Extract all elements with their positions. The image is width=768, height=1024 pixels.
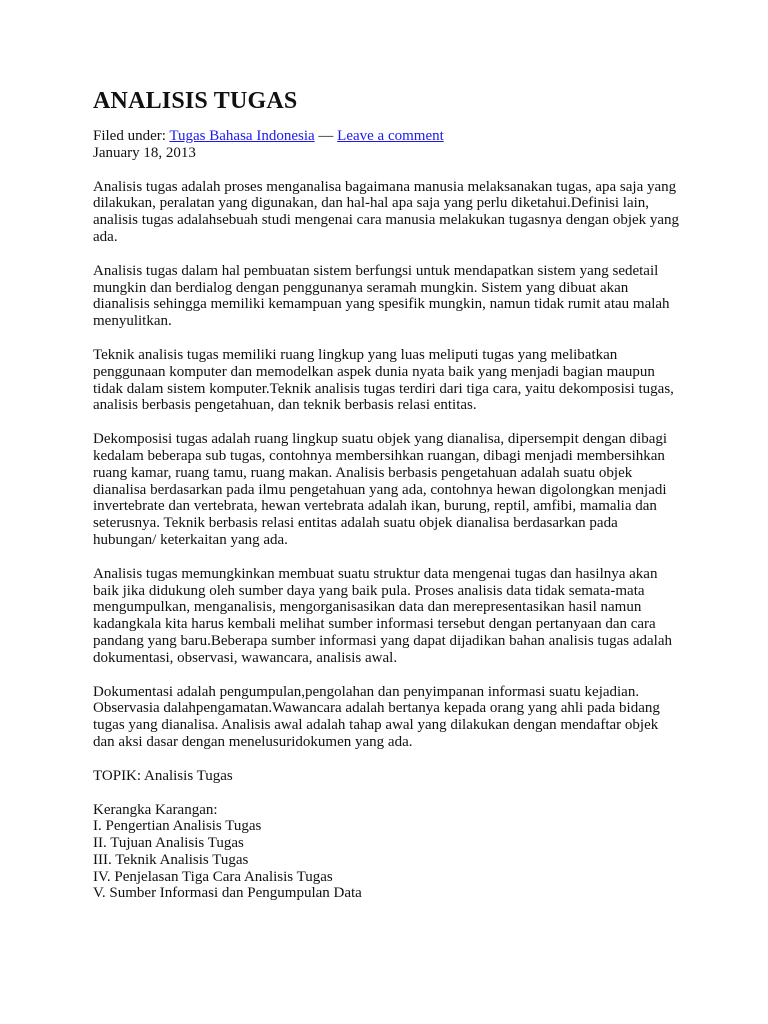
meta-separator: — [314, 128, 338, 144]
outline-list [93, 802, 683, 903]
paragraph-documentation: Dokumentasi adalah pengumpulan,pengolahan dan penyimpanan informasi suatu kejadian. Observasia dalahpengamatan.Wawancara adalah bertanya kepada orang yang ahli pada bidang tugas yang dianalisa. Analisis awal adalah tahap awal yang dilakukan dengan mendaftar objek dan aksi dasar dengan menelusuridokumen yang ada. [93, 683, 660, 750]
outline-item: V. Sumber Informasi dan Pengumpulan Data [93, 885, 362, 902]
outline-item: III. Teknik Analisis Tugas [93, 851, 249, 868]
paragraph-definition: Analisis tugas adalah proses menganalisa bagaimana manusia melaksanakan tugas, apa saja yang dilakukan, peralatan yang digunakan, dan hal-hal apa saja yang perlu diketahui.Definisi lain, analisis tugas adalahsebuah studi mengenai cara manusia melakukan tugasnya dengan objek yang ada. [93, 178, 680, 245]
outline-item: IV. Penjelasan Tiga Cara Analisis Tugas [93, 868, 333, 885]
post-meta [93, 128, 683, 162]
outline-item: I. Pengertian Analisis Tugas [93, 818, 262, 835]
outline-heading: Kerangka Karangan: [93, 801, 218, 818]
paragraph-technique: Teknik analisis tugas memiliki ruang lingkup yang luas meliputi tugas yang melibatkan penggunaan komputer dan memodelkan aspek dunia nyata baik yang menjadi bagian maupun tidak dalam sistem komputer.Teknik analisis tugas terdiri dari tiga cara, yaitu dekomposisi tugas, analisis berbasis pengetahuan, dan teknik berbasis relasi entitas. [93, 346, 674, 414]
topic-line: TOPIK: Analisis Tugas [93, 767, 233, 784]
paragraph-data-structure: Analisis tugas memungkinkan membuat suatu struktur data mengenai tugas dan hasilnya akan baik jika didukung oleh sumber daya yang baik pula. Proses analisis data tidak semata-mata mengumpulkan, menganalisis, mengorganisasikan data dan merepresentasikan hasil namun kadangkala kita harus kembali melihat sumber informasi tersebut dengan pertanyaan dan cara pandang yang baru.Beberapa sumber informasi yang dapat dijadikan bahan analisis tugas adalah dokumentasi, observasi, wawancara, analisis awal. [93, 565, 672, 666]
category-link[interactable]: Tugas Bahasa Indonesia [169, 128, 315, 144]
filed-under-label: Filed under: [93, 128, 170, 144]
page-title: ANALISIS TUGAS [93, 88, 298, 114]
leave-comment-link[interactable]: Leave a comment [337, 128, 444, 144]
paragraph-decomposition: Dekomposisi tugas adalah ruang lingkup suatu objek yang dianalisa, dipersempit dengan dibagi kedalam beberapa sub tugas, contohnya membersihkan ruangan, dibagi menjadi membersihkan ruang kamar, ruang tamu, ruang makan. Analisis berbasis pengetahuan adalah suatu objek dianalisa berdasarkan pada ilmu pengetahuan yang ada, contohnya hewan digolongkan menjadi invertebrate dan vertebrata, hewan vertebrata adalah ikan, burung, reptil, amfibi, mamalia dan seterusnya. Teknik berbasis relasi entitas adalah suatu objek dianalisa berdasarkan pada hubungan/ keterkaitan yang ada. [93, 431, 668, 548]
paragraph-system: Analisis tugas dalam hal pembuatan sistem berfungsi untuk mendapatkan sistem yang sedetail mungkin dan berdialog dengan penggunanya seramah mungkin. Sistem yang dibuat akan dianalisis sehingga memiliki kemampuan yang spesifik mungkin, namun tidak rumit atau malah menyulitkan. [93, 262, 670, 330]
post-date: January 18, 2013 [93, 144, 196, 161]
document-page [93, 86, 683, 902]
outline-item: II. Tujuan Analisis Tugas [93, 835, 244, 852]
